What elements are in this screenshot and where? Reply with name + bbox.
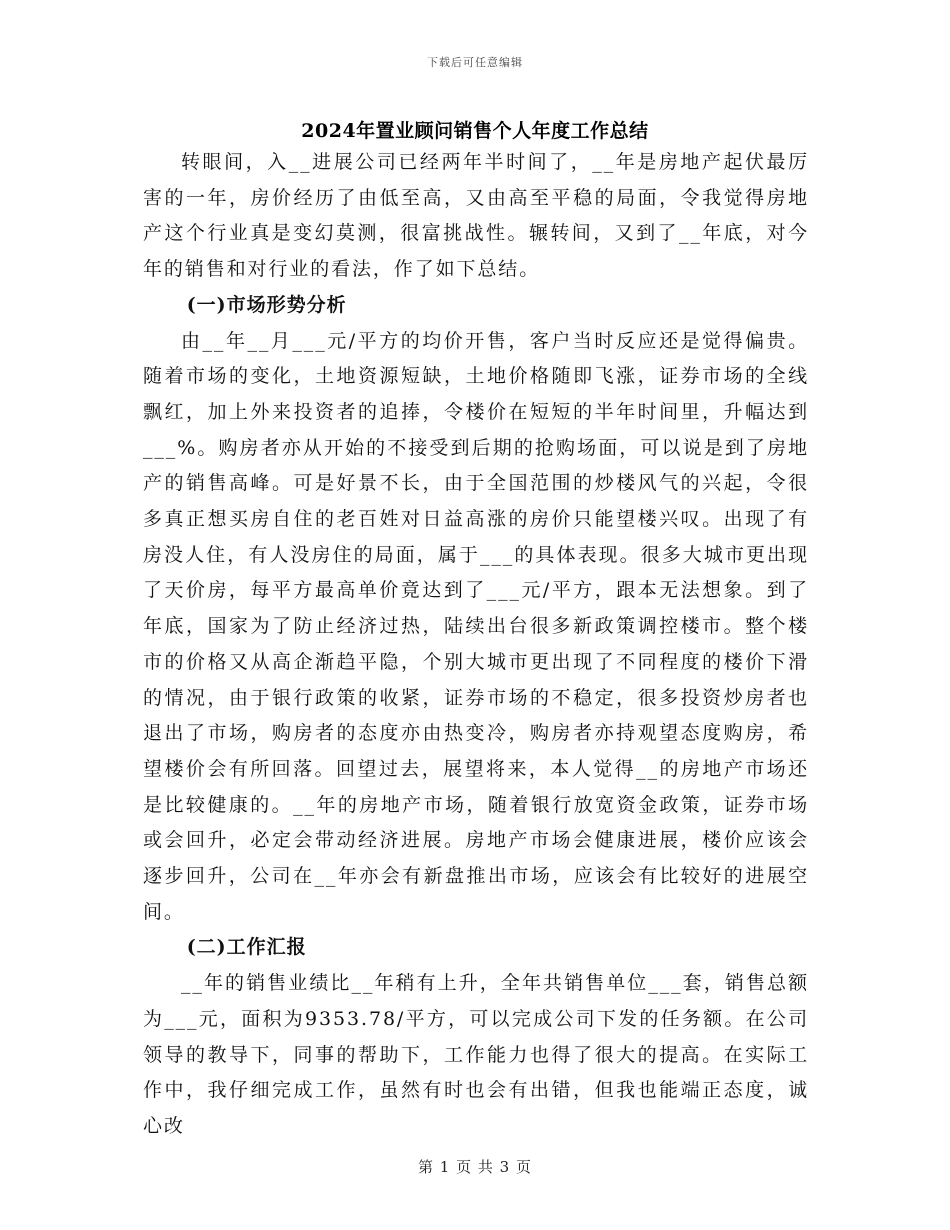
- section-heading-market-analysis: (一)市场形势分析: [186, 293, 347, 316]
- document-title: 2024年置业顾问销售个人年度工作总结: [301, 120, 649, 142]
- document-body: [143, 145, 809, 1145]
- page-number-indicator: 第 1 页 共 3 页: [418, 1158, 532, 1176]
- section-heading-work-report: (二)工作汇报: [186, 936, 307, 959]
- intro-paragraph: 转眼间，入__进展公司已经两年半时间了，__年是房地产起伏最厉害的一年，房价经历了由低至高，又由高至平稳的局面，令我觉得房地产这个行业真是变幻莫测，很富挑战性。辗转间，又到了__年底，对今年的销售和对行业的看法，作了如下总结。: [143, 151, 809, 281]
- market-analysis-paragraph: 由__年__月___元/平方的均价开售，客户当时反应还是觉得偏贵。随着市场的变化，土地资源短缺，土地价格随即飞涨，证券市场的全线飘红，加上外来投资者的追捧，令楼价在短短的半年时间里，升幅达到___%。购房者亦从开始的不接受到后期的抢购场面，可以说是到了房地产的销售高峰。可是好景不长，由于全国范围的炒楼风气的兴起，令很多真正想买房自住的老百姓对日益高涨的房价只能望楼兴叹。出现了有房没人住，有人没房住的局面，属于___的具体表现。很多大城市更出现了天价房，每平方最高单价竟达到了___元/平方，跟本无法想象。到了年底，国家为了防止经济过热，陆续出台很多新政策调控楼市。整个楼市的价格又从高企渐趋平隐，个别大城市更出现了不同程度的楼价下滑的情况，由于银行政策的收紧，证券市场的不稳定，很多投资炒房者也退出了市场，购房者的态度亦由热变冷，购房者亦持观望态度购房，希望楼价会有所回落。回望过去，展望将来，本人觉得__的房地产市场还是比较健康的。__年的房地产市场，随着银行放宽资金政策，证券市场或会回升，必定会带动经济进展。房地产市场会健康进展，楼价应该会逐步回升，公司在__年亦会有新盘推出市场，应该会有比较好的进展空间。: [143, 329, 809, 923]
- work-report-paragraph: __年的销售业绩比__年稍有上升，全年共销售单位___套，销售总额为___元，面积为9353.78/平方，可以完成公司下发的任务额。在公司领导的教导下，同事的帮助下，工作能力也得了很大的提高。在实际工作中，我仔细完成工作，虽然有时也会有出错，但我也能端正态度，诚心改: [143, 972, 809, 1137]
- header-editable-note: 下载后可任意编辑: [427, 56, 523, 69]
